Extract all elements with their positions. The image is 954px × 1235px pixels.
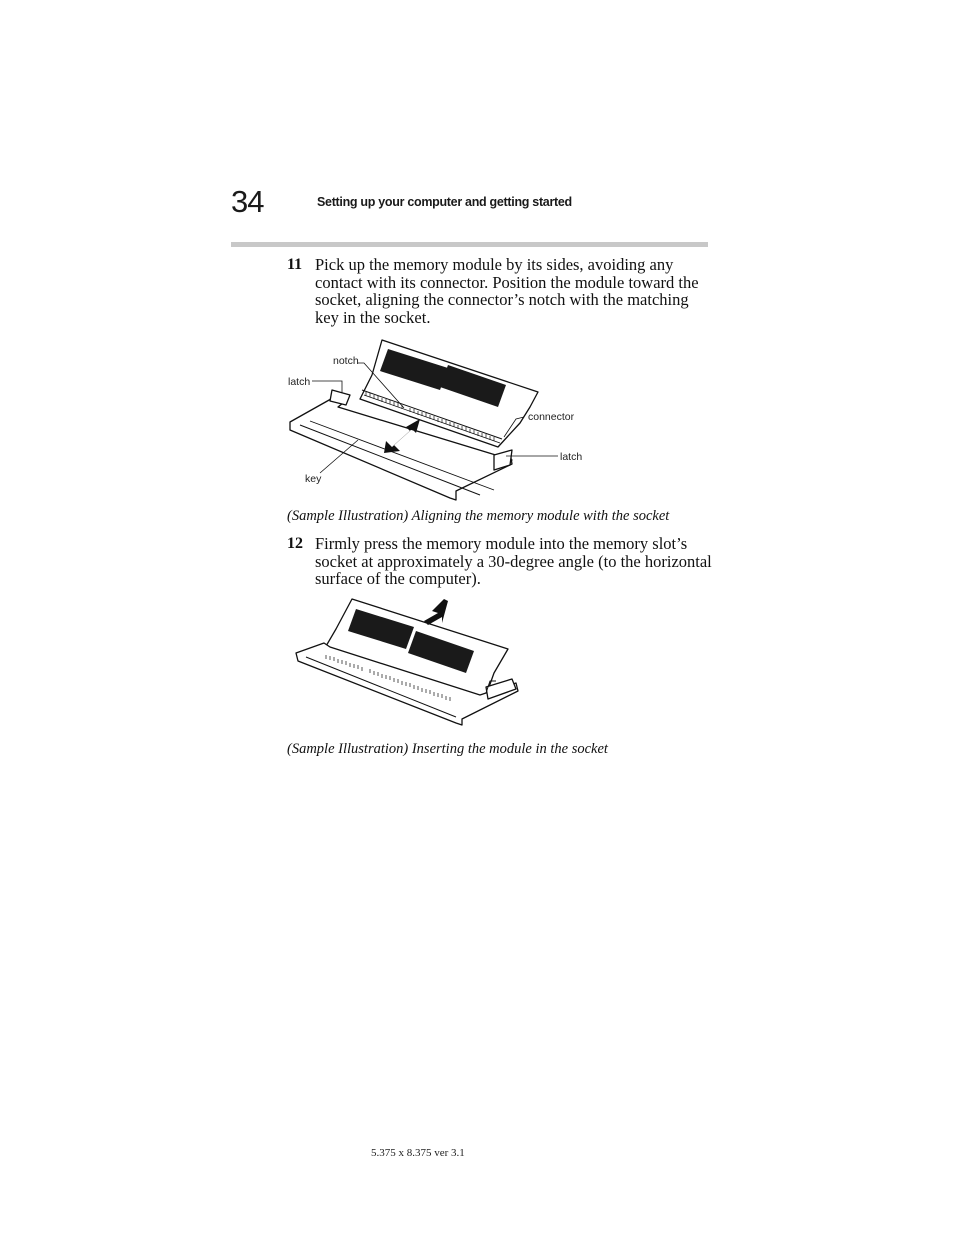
footer-version: 5.375 x 8.375 ver 3.1	[371, 1147, 465, 1159]
latch-right	[494, 450, 512, 470]
step-text: Pick up the memory module by its sides, avoiding any contact with its connector. Position the module toward the socket, aligning the connector’s notch with the matching key in the socket.	[315, 255, 699, 327]
step-text: Firmly press the memory module into the memory slot’s socket at approximately a 30-degree angle (to the horizontal surface of the computer).	[315, 534, 712, 588]
label-latch-right: latch	[560, 451, 583, 463]
label-key: key	[305, 473, 322, 485]
label-connector: connector	[528, 411, 575, 423]
figure-inserting-module	[290, 595, 530, 730]
press-arrow-icon	[424, 599, 448, 625]
step-12	[287, 535, 712, 588]
running-head: Setting up your computer and getting started	[317, 195, 572, 209]
step-number: 11	[287, 256, 303, 273]
page-number: 34	[231, 184, 264, 219]
label-notch: notch	[333, 355, 359, 367]
figure-caption: (Sample Illustration) Inserting the module in the socket	[287, 741, 608, 757]
step-number: 12	[287, 535, 303, 552]
header-rule	[231, 242, 708, 247]
figure-aligning-module	[280, 335, 600, 510]
step-11	[287, 256, 712, 326]
figure-caption: (Sample Illustration) Aligning the memory module with the socket	[287, 508, 670, 524]
label-latch-left: latch	[288, 376, 311, 388]
